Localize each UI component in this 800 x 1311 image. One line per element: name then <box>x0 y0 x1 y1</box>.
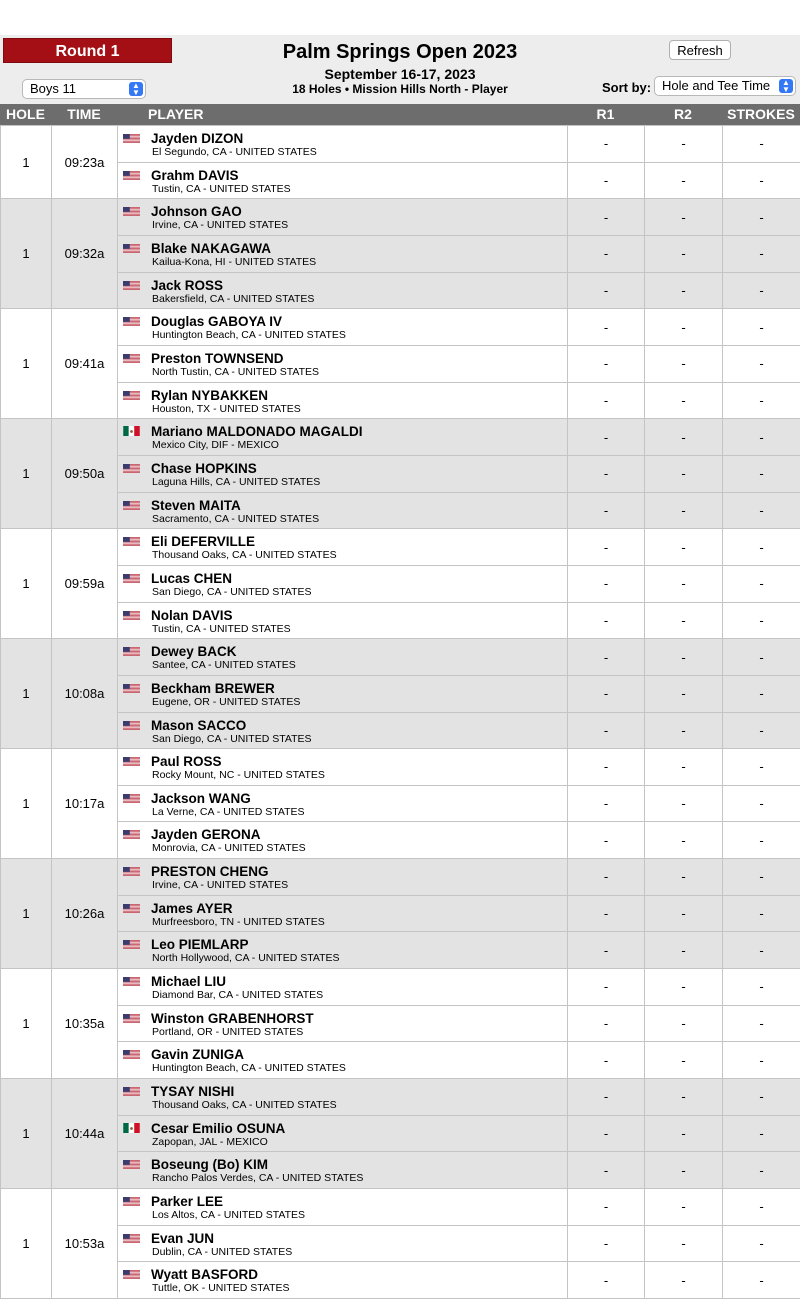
r2-score: - <box>645 602 723 639</box>
r1-score: - <box>568 492 645 529</box>
player-cell[interactable] <box>118 1079 568 1116</box>
r2-score: - <box>645 749 723 786</box>
player-location: Bakersfield, CA - UNITED STATES <box>152 292 315 305</box>
player-cell[interactable] <box>118 199 568 236</box>
r2-score: - <box>645 345 723 382</box>
table-row[interactable] <box>1 126 800 163</box>
player-name[interactable]: Cesar Emilio OSUNA <box>151 1120 286 1136</box>
player-location: North Tustin, CA - UNITED STATES <box>152 365 320 378</box>
player-name[interactable]: Jack ROSS <box>151 277 224 293</box>
player-name[interactable]: Boseung (Bo) KIM <box>151 1157 268 1173</box>
strokes-total: - <box>723 785 800 822</box>
r1-score: - <box>568 199 645 236</box>
round-selector-button[interactable]: Round 1 <box>3 38 172 63</box>
player-cell[interactable] <box>118 712 568 749</box>
us-flag-icon <box>123 1268 140 1279</box>
player-location: La Verne, CA - UNITED STATES <box>152 805 305 818</box>
table-row[interactable] <box>1 492 800 529</box>
r2-score: - <box>645 1225 723 1262</box>
tee-time-cell: 10:35a <box>52 969 118 1079</box>
r2-score: - <box>645 1262 723 1299</box>
r2-score: - <box>645 822 723 859</box>
r2-score: - <box>645 895 723 932</box>
table-row[interactable] <box>1 932 800 969</box>
r1-score: - <box>568 345 645 382</box>
strokes-total: - <box>723 565 800 602</box>
table-row[interactable] <box>1 1225 800 1262</box>
player-location: Mexico City, DIF - MEXICO <box>152 439 279 452</box>
table-row[interactable] <box>1 345 800 382</box>
hole-cell: 1 <box>1 419 52 529</box>
hole-cell: 1 <box>1 529 52 639</box>
tee-time-cell: 10:44a <box>52 1079 118 1189</box>
us-flag-icon <box>123 938 140 949</box>
us-flag-icon <box>123 975 140 986</box>
r2-score: - <box>645 859 723 896</box>
player-cell[interactable] <box>118 1225 568 1262</box>
player-location: Irvine, CA - UNITED STATES <box>152 879 289 892</box>
strokes-total: - <box>723 1115 800 1152</box>
player-name[interactable]: Johnson GAO <box>151 204 242 220</box>
player-location: Rocky Mount, NC - UNITED STATES <box>152 769 325 782</box>
r2-score: - <box>645 969 723 1006</box>
table-row[interactable] <box>1 822 800 859</box>
table-row[interactable] <box>1 455 800 492</box>
table-row[interactable] <box>1 1189 800 1226</box>
player-location: Rancho Palos Verdes, CA - UNITED STATES <box>152 1172 364 1185</box>
column-header-r1[interactable]: R1 <box>596 106 615 122</box>
player-location: Thousand Oaks, CA - UNITED STATES <box>152 1099 337 1112</box>
player-location: Tustin, CA - UNITED STATES <box>152 622 291 635</box>
r1-score: - <box>568 382 645 419</box>
tee-time-cell: 10:26a <box>52 859 118 969</box>
us-flag-icon <box>123 462 140 473</box>
r1-score: - <box>568 602 645 639</box>
column-header-hole[interactable]: HOLE <box>6 106 45 122</box>
sort-label: Sort by: <box>602 80 652 95</box>
player-name[interactable]: Douglas GABOYA IV <box>151 314 283 330</box>
r1-score: - <box>568 749 645 786</box>
player-cell[interactable] <box>118 309 568 346</box>
player-location: Huntington Beach, CA - UNITED STATES <box>152 329 346 342</box>
player-cell[interactable] <box>118 859 568 896</box>
table-row[interactable] <box>1 1262 800 1299</box>
column-header-r2[interactable]: R2 <box>674 106 692 122</box>
player-cell[interactable] <box>118 969 568 1006</box>
column-header-strokes[interactable]: STROKES <box>727 106 795 122</box>
player-name[interactable]: Gavin ZUNIGA <box>151 1047 245 1063</box>
r2-score: - <box>645 382 723 419</box>
table-row[interactable] <box>1 749 800 786</box>
player-location: Laguna Hills, CA - UNITED STATES <box>152 475 321 488</box>
table-row[interactable] <box>1 1115 800 1152</box>
strokes-total: - <box>723 1079 800 1116</box>
player-cell[interactable] <box>118 529 568 566</box>
strokes-total: - <box>723 529 800 566</box>
us-flag-icon <box>123 242 140 253</box>
table-row[interactable] <box>1 419 800 456</box>
table-row[interactable] <box>1 529 800 566</box>
player-location: Sacramento, CA - UNITED STATES <box>152 512 320 525</box>
refresh-button[interactable]: Refresh <box>669 40 731 60</box>
strokes-total: - <box>723 309 800 346</box>
strokes-total: - <box>723 749 800 786</box>
player-name[interactable]: Leo PIEMLARP <box>151 937 249 953</box>
player-cell[interactable] <box>118 419 568 456</box>
us-flag-icon <box>123 1195 140 1206</box>
player-cell[interactable] <box>118 272 568 309</box>
hole-cell: 1 <box>1 749 52 859</box>
hole-cell: 1 <box>1 859 52 969</box>
us-flag-icon <box>123 645 140 656</box>
r1-score: - <box>568 162 645 199</box>
r1-score: - <box>568 1079 645 1116</box>
r2-score: - <box>645 1189 723 1226</box>
tournament-details: 18 Holes • Mission Hills North - Player <box>292 82 508 96</box>
hole-cell: 1 <box>1 969 52 1079</box>
us-flag-icon <box>123 205 140 216</box>
r1-score: - <box>568 1042 645 1079</box>
strokes-total: - <box>723 859 800 896</box>
us-flag-icon <box>123 792 140 803</box>
player-cell[interactable] <box>118 602 568 639</box>
player-location: Eugene, OR - UNITED STATES <box>152 695 301 708</box>
r1-score: - <box>568 1225 645 1262</box>
player-cell[interactable] <box>118 345 568 382</box>
tee-time-cell: 10:53a <box>52 1189 118 1299</box>
column-header-time[interactable]: TIME <box>67 106 101 122</box>
r1-score: - <box>568 639 645 676</box>
player-cell[interactable] <box>118 895 568 932</box>
us-flag-icon <box>123 719 140 730</box>
player-name[interactable]: Wyatt BASFORD <box>151 1267 259 1283</box>
tee-time-cell: 09:23a <box>52 126 118 199</box>
player-location: Diamond Bar, CA - UNITED STATES <box>152 989 324 1002</box>
player-cell[interactable] <box>118 1262 568 1299</box>
tee-time-cell: 10:17a <box>52 749 118 859</box>
table-row[interactable] <box>1 565 800 602</box>
player-location: Huntington Beach, CA - UNITED STATES <box>152 1062 346 1075</box>
strokes-total: - <box>723 126 800 163</box>
table-row[interactable] <box>1 602 800 639</box>
player-location: Santee, CA - UNITED STATES <box>152 659 296 672</box>
hole-cell: 1 <box>1 1189 52 1299</box>
r1-score: - <box>568 969 645 1006</box>
hole-cell: 1 <box>1 1079 52 1189</box>
r2-score: - <box>645 785 723 822</box>
strokes-total: - <box>723 455 800 492</box>
player-name[interactable]: Chase HOPKINS <box>151 460 257 476</box>
sort-select-value: Hole and Tee Time <box>662 78 771 93</box>
us-flag-icon <box>123 902 140 913</box>
player-cell[interactable] <box>118 565 568 602</box>
player-cell[interactable] <box>118 1189 568 1226</box>
table-row[interactable] <box>1 309 800 346</box>
strokes-total: - <box>723 675 800 712</box>
player-location: Irvine, CA - UNITED STATES <box>152 219 289 232</box>
us-flag-icon <box>123 132 140 143</box>
player-location: San Diego, CA - UNITED STATES <box>152 585 312 598</box>
player-name[interactable]: PRESTON CHENG <box>151 864 269 880</box>
player-name[interactable]: Preston TOWNSEND <box>151 350 284 366</box>
us-flag-icon <box>123 682 140 693</box>
strokes-total: - <box>723 419 800 456</box>
player-name[interactable]: Steven MAITA <box>151 497 241 513</box>
r1-score: - <box>568 1005 645 1042</box>
player-name[interactable]: Blake NAKAGAWA <box>151 240 272 256</box>
player-name[interactable]: Eli DEFERVILLE <box>151 534 256 550</box>
r2-score: - <box>645 1152 723 1189</box>
player-name[interactable]: Evan JUN <box>151 1230 215 1246</box>
r1-score: - <box>568 455 645 492</box>
player-location: Dublin, CA - UNITED STATES <box>152 1245 293 1258</box>
r1-score: - <box>568 859 645 896</box>
r1-score: - <box>568 272 645 309</box>
strokes-total: - <box>723 382 800 419</box>
player-location: North Hollywood, CA - UNITED STATES <box>152 952 340 965</box>
player-cell[interactable] <box>118 455 568 492</box>
r1-score: - <box>568 932 645 969</box>
r1-score: - <box>568 675 645 712</box>
r2-score: - <box>645 639 723 676</box>
tee-time-cell: 09:59a <box>52 529 118 639</box>
column-header-row <box>0 104 800 125</box>
player-name[interactable]: Winston GRABENHORST <box>151 1010 314 1026</box>
strokes-total: - <box>723 162 800 199</box>
player-cell[interactable] <box>118 749 568 786</box>
strokes-total: - <box>723 272 800 309</box>
player-location: Tuttle, OK - UNITED STATES <box>152 1282 290 1295</box>
player-location: Tustin, CA - UNITED STATES <box>152 182 291 195</box>
player-cell[interactable] <box>118 492 568 529</box>
us-flag-icon <box>123 279 140 290</box>
r1-score: - <box>568 785 645 822</box>
table-row[interactable] <box>1 675 800 712</box>
us-flag-icon <box>123 1012 140 1023</box>
us-flag-icon <box>123 572 140 583</box>
strokes-total: - <box>723 1225 800 1262</box>
player-name[interactable]: Michael LIU <box>151 974 227 990</box>
us-flag-icon <box>123 609 140 620</box>
player-cell[interactable] <box>118 822 568 859</box>
player-location: Portland, OR - UNITED STATES <box>152 1025 304 1038</box>
tee-time-cell: 09:50a <box>52 419 118 529</box>
player-name[interactable]: Paul ROSS <box>151 754 222 770</box>
us-flag-icon <box>123 755 140 766</box>
player-location: San Diego, CA - UNITED STATES <box>152 732 312 745</box>
us-flag-icon <box>123 169 140 180</box>
r2-score: - <box>645 712 723 749</box>
r2-score: - <box>645 1042 723 1079</box>
player-cell[interactable] <box>118 1115 568 1152</box>
player-name[interactable]: Mariano MALDONADO MAGALDI <box>151 424 363 440</box>
r2-score: - <box>645 126 723 163</box>
tournament-dates: September 16-17, 2023 <box>324 66 476 82</box>
r2-score: - <box>645 529 723 566</box>
tee-time-cell: 09:41a <box>52 309 118 419</box>
sort-select[interactable] <box>654 76 796 96</box>
table-row[interactable] <box>1 235 800 272</box>
r2-score: - <box>645 492 723 529</box>
player-name[interactable]: Grahm DAVIS <box>151 167 239 183</box>
r1-score: - <box>568 712 645 749</box>
player-location: Houston, TX - UNITED STATES <box>152 402 301 415</box>
strokes-total: - <box>723 1262 800 1299</box>
us-flag-icon <box>123 1085 140 1096</box>
r2-score: - <box>645 272 723 309</box>
us-flag-icon <box>123 352 140 363</box>
r2-score: - <box>645 162 723 199</box>
r2-score: - <box>645 455 723 492</box>
player-cell[interactable] <box>118 162 568 199</box>
table-row[interactable] <box>1 162 800 199</box>
us-flag-icon <box>123 1048 140 1059</box>
player-cell[interactable] <box>118 1152 568 1189</box>
division-select[interactable] <box>22 79 146 99</box>
strokes-total: - <box>723 1152 800 1189</box>
r1-score: - <box>568 565 645 602</box>
tee-times-table <box>0 125 800 1299</box>
player-name[interactable]: Nolan DAVIS <box>151 607 233 623</box>
r1-score: - <box>568 1189 645 1226</box>
player-name[interactable]: Mason SACCO <box>151 717 247 733</box>
player-name[interactable]: Rylan NYBAKKEN <box>151 387 269 403</box>
strokes-total: - <box>723 1189 800 1226</box>
us-flag-icon <box>123 1158 140 1169</box>
chevron-updown-icon: ▲ ▼ <box>129 82 143 96</box>
player-name[interactable]: Lucas CHEN <box>151 570 233 586</box>
hole-cell: 1 <box>1 639 52 749</box>
player-name[interactable]: Beckham BREWER <box>151 680 275 696</box>
r1-score: - <box>568 1152 645 1189</box>
player-name[interactable]: Dewey BACK <box>151 644 237 660</box>
player-name[interactable]: Jackson WANG <box>151 790 251 806</box>
player-location: Murfreesboro, TN - UNITED STATES <box>152 915 325 928</box>
table-row[interactable] <box>1 1079 800 1116</box>
player-cell[interactable] <box>118 785 568 822</box>
table-row[interactable] <box>1 1042 800 1079</box>
strokes-total: - <box>723 895 800 932</box>
strokes-total: - <box>723 932 800 969</box>
strokes-total: - <box>723 492 800 529</box>
mexico-flag-icon <box>123 1122 140 1133</box>
r2-score: - <box>645 419 723 456</box>
table-row[interactable] <box>1 859 800 896</box>
strokes-total: - <box>723 822 800 859</box>
table-row[interactable] <box>1 895 800 932</box>
r1-score: - <box>568 419 645 456</box>
r1-score: - <box>568 126 645 163</box>
player-name[interactable]: Jayden GERONA <box>151 827 261 843</box>
table-row[interactable] <box>1 785 800 822</box>
r2-score: - <box>645 235 723 272</box>
r2-score: - <box>645 199 723 236</box>
player-location: El Segundo, CA - UNITED STATES <box>152 146 317 158</box>
player-cell[interactable] <box>118 1005 568 1042</box>
tee-time-cell: 10:08a <box>52 639 118 749</box>
table-row[interactable] <box>1 199 800 236</box>
hole-cell: 1 <box>1 126 52 199</box>
player-location: Los Altos, CA - UNITED STATES <box>152 1209 306 1222</box>
us-flag-icon <box>123 535 140 546</box>
us-flag-icon <box>123 499 140 510</box>
r1-score: - <box>568 1262 645 1299</box>
player-name[interactable]: Jayden DIZON <box>151 131 244 146</box>
player-location: Monrovia, CA - UNITED STATES <box>152 842 306 855</box>
r1-score: - <box>568 529 645 566</box>
us-flag-icon <box>123 828 140 839</box>
strokes-total: - <box>723 1005 800 1042</box>
table-row[interactable] <box>1 382 800 419</box>
strokes-total: - <box>723 602 800 639</box>
player-cell[interactable] <box>118 675 568 712</box>
table-row[interactable] <box>1 1005 800 1042</box>
player-location: Thousand Oaks, CA - UNITED STATES <box>152 549 337 562</box>
strokes-total: - <box>723 235 800 272</box>
mexico-flag-icon <box>123 425 140 436</box>
player-cell[interactable] <box>118 932 568 969</box>
r2-score: - <box>645 1115 723 1152</box>
r2-score: - <box>645 932 723 969</box>
player-name[interactable]: James AYER <box>151 900 233 916</box>
page-header <box>0 35 800 104</box>
strokes-total: - <box>723 712 800 749</box>
table-row[interactable] <box>1 712 800 749</box>
r2-score: - <box>645 1005 723 1042</box>
table-row[interactable] <box>1 1152 800 1189</box>
player-location: Zapopan, JAL - MEXICO <box>152 1135 268 1148</box>
us-flag-icon <box>123 389 140 400</box>
table-row[interactable] <box>1 969 800 1006</box>
us-flag-icon <box>123 1232 140 1243</box>
column-header-player[interactable]: PLAYER <box>148 106 204 122</box>
us-flag-icon <box>123 865 140 876</box>
chevron-updown-icon: ▲ ▼ <box>779 79 793 93</box>
player-name[interactable]: Parker LEE <box>151 1194 224 1210</box>
player-cell[interactable] <box>118 235 568 272</box>
r2-score: - <box>645 1079 723 1116</box>
r1-score: - <box>568 895 645 932</box>
hole-cell: 1 <box>1 199 52 309</box>
table-row[interactable] <box>1 639 800 676</box>
r1-score: - <box>568 235 645 272</box>
player-location: Kailua-Kona, HI - UNITED STATES <box>152 255 317 268</box>
hole-cell: 1 <box>1 309 52 419</box>
player-cell[interactable] <box>118 639 568 676</box>
r1-score: - <box>568 1115 645 1152</box>
strokes-total: - <box>723 639 800 676</box>
player-cell[interactable] <box>118 126 568 163</box>
r1-score: - <box>568 309 645 346</box>
us-flag-icon <box>123 315 140 326</box>
player-cell[interactable] <box>118 382 568 419</box>
r2-score: - <box>645 309 723 346</box>
tournament-title: Palm Springs Open 2023 <box>282 41 518 63</box>
strokes-total: - <box>723 345 800 382</box>
division-select-value: Boys 11 <box>30 81 77 96</box>
table-row[interactable] <box>1 272 800 309</box>
player-cell[interactable] <box>118 1042 568 1079</box>
strokes-total: - <box>723 199 800 236</box>
tee-time-cell: 09:32a <box>52 199 118 309</box>
strokes-total: - <box>723 1042 800 1079</box>
r2-score: - <box>645 675 723 712</box>
player-name[interactable]: TYSAY NISHI <box>151 1084 235 1100</box>
r2-score: - <box>645 565 723 602</box>
strokes-total: - <box>723 969 800 1006</box>
r1-score: - <box>568 822 645 859</box>
